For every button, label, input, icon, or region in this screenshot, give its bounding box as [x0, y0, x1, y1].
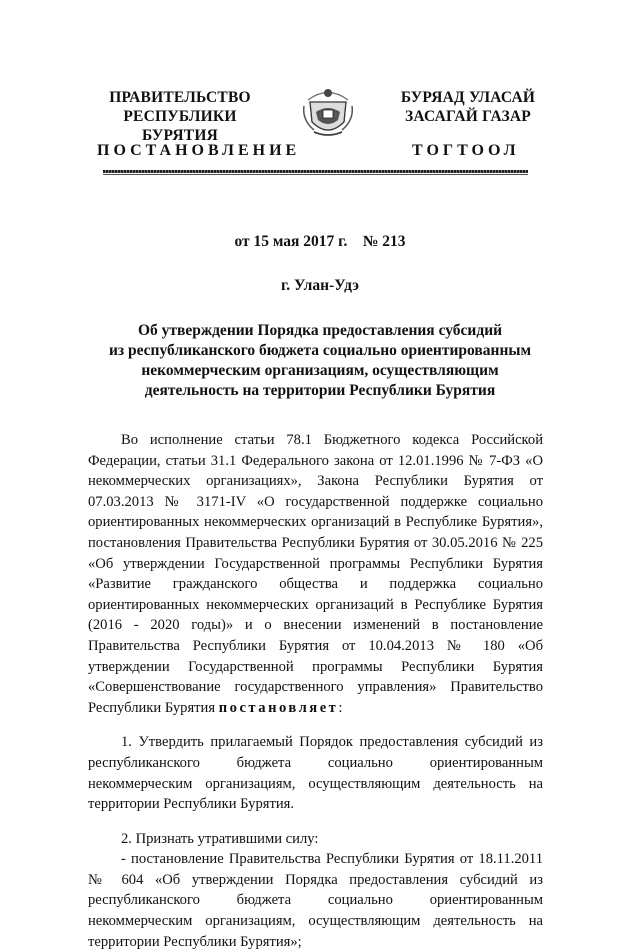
- org-name-bua-line2: ЗАСАГАЙ ГАЗАР: [405, 108, 531, 125]
- org-name-ru-line1: ПРАВИТЕЛЬСТВО: [109, 89, 251, 106]
- doc-type-bua: ТОГТООЛ: [412, 142, 520, 159]
- preamble-emphasis: постановляет: [218, 699, 339, 716]
- header-divider-thin: [103, 174, 528, 175]
- title-line: некоммерческим организациям, осуществляющим: [141, 362, 499, 379]
- title-line: из республиканского бюджета социально ориентированным: [108, 342, 532, 359]
- preamble-paragraph: [88, 430, 543, 718]
- document-body: [88, 430, 543, 952]
- title-line: Об утверждении Порядка предоставления субсидий: [137, 322, 503, 339]
- coat-of-arms-icon: [298, 80, 358, 142]
- org-name-bua-line1: БУРЯАД УЛАСАЙ: [400, 89, 536, 106]
- org-name-ru: [95, 88, 265, 145]
- doc-type-ru: ПОСТАНОВЛЕНИЕ: [97, 142, 301, 159]
- title-line: деятельность на территории Республики Бурятия: [144, 382, 496, 399]
- preamble-text: Во исполнение статьи 78.1 Бюджетного кодекса Российской Федерации, статьи 31.1 Федерального закона от 12.01.1996 № 7-ФЗ «О некоммерческих организациях», Закона Республики Бурятия от 07.03.2013 № 3171-IV «О государственной поддержке социально ориентированных некоммерческих организаций в Республике Бурятия», постановления Правительства Республики Бурятия от 30.05.2016 № 225 «Об утверждении Государственной программы Республики Бурятия «Развитие гражданского общества и поддержка социально ориентированных некоммерческих организаций в Республике Бурятия (2016 - 2020 годы)» и о внесении изменений в постановление Правительства Республики Бурятия от 10.04.2013 № 180 «Об утверждении Государственной программы Республики Бурятия «Совершенствование государственного управления» Правительство Республики Бурятия: [88, 432, 543, 716]
- preamble-end: :: [338, 699, 343, 716]
- item-2-subitem-1: - постановление Правительства Республики Бурятия от 18.11.2011 № 604 «Об утверждении Порядка предоставления субсидий из республиканского бюджета социально ориентированным некоммерческим организациям, осуществляющим деятельность на территории Республики Бурятия»;: [88, 851, 543, 950]
- date-number: от 15 мая 2017 г. № 213: [234, 233, 406, 250]
- document-title: [60, 321, 580, 401]
- org-name-ru-line2: РЕСПУБЛИКИ БУРЯТИЯ: [123, 108, 237, 144]
- item-2-heading: 2. Признать утратившими силу:: [121, 830, 319, 847]
- city: г. Улан-Удэ: [280, 277, 359, 294]
- item-1-paragraph: 1. Утвердить прилагаемый Порядок предоставления субсидий из республиканского бюджета социально ориентированным некоммерческим организациям, осуществляющим деятельность на территории Республики Бурятия.: [88, 734, 543, 813]
- org-name-bua: [388, 88, 548, 126]
- header-divider: [103, 170, 528, 173]
